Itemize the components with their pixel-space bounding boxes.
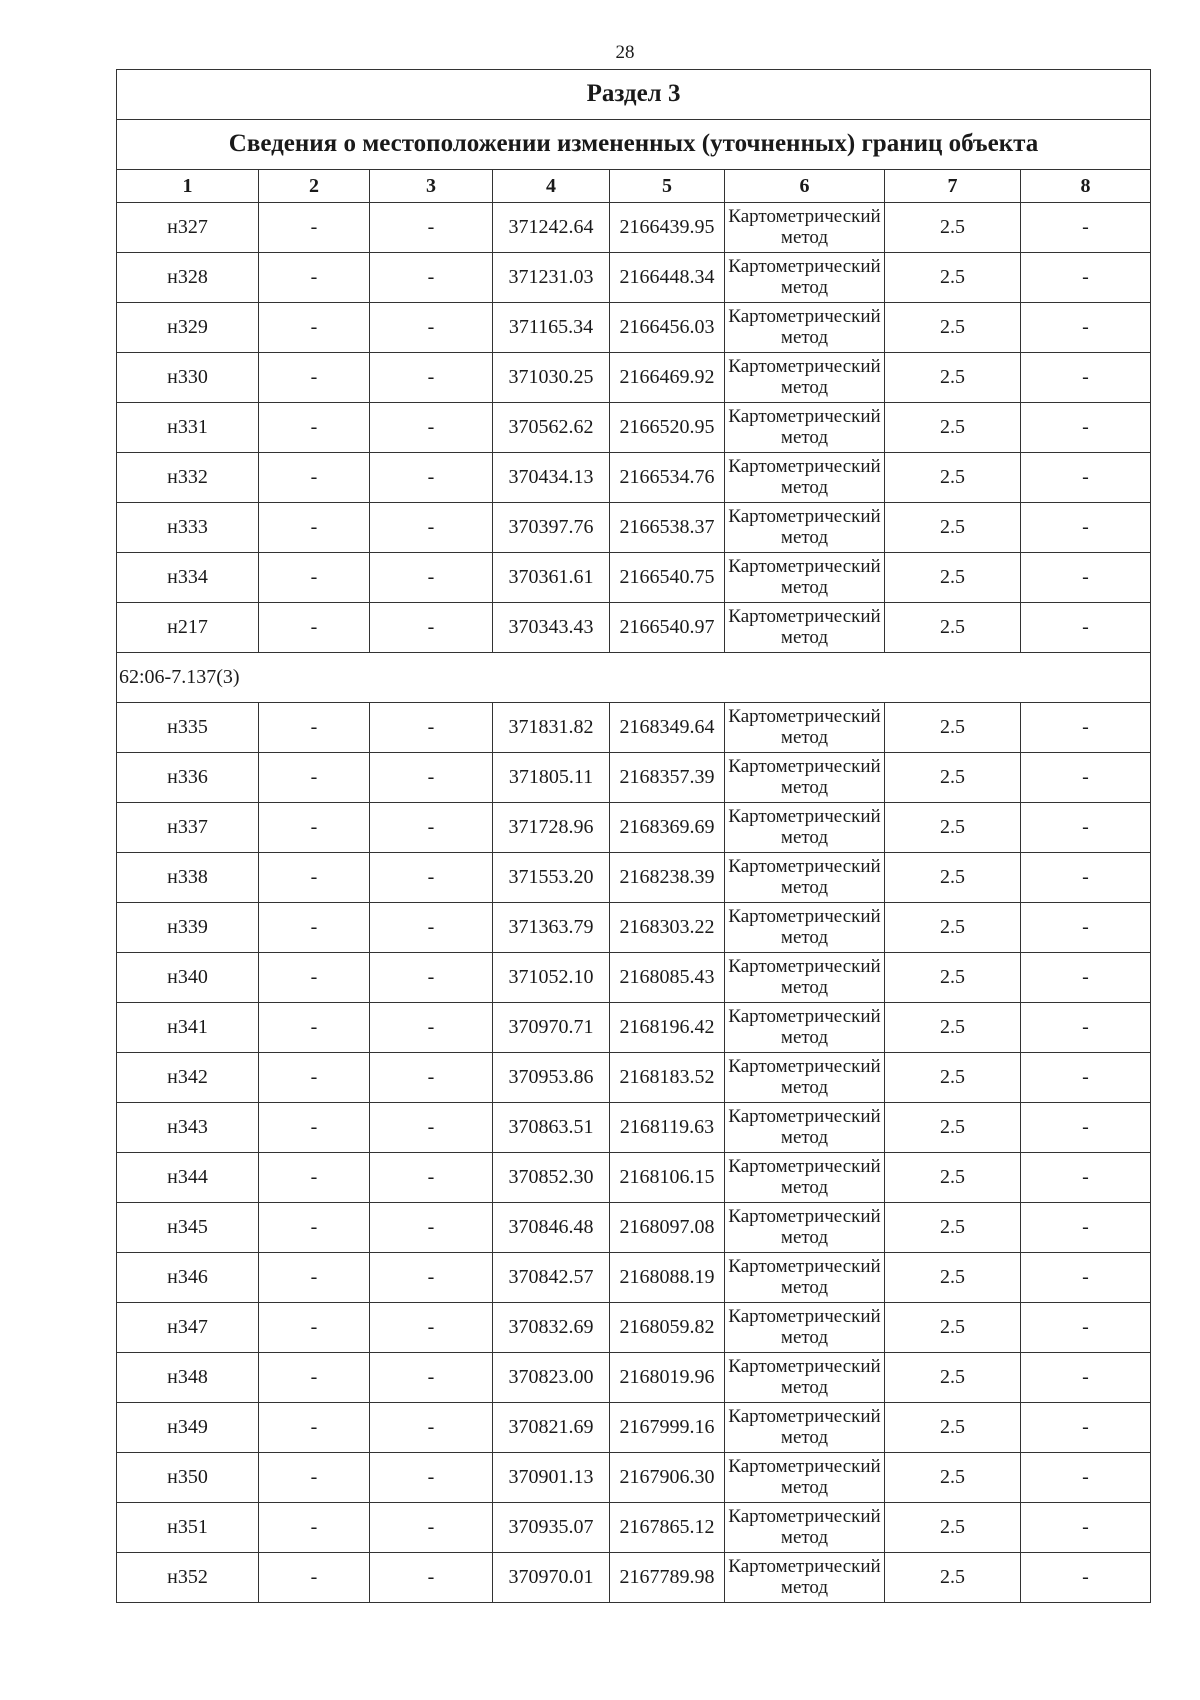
table-row: [117, 253, 1151, 303]
table-row: [117, 803, 1151, 853]
method-cell: Картометрический метод: [725, 1203, 885, 1253]
accuracy-cell: 2.5: [885, 603, 1021, 653]
x-coordinate-cell: 370901.13: [493, 1453, 610, 1503]
column-3-cell: -: [370, 1203, 493, 1253]
x-coordinate-cell: 370953.86: [493, 1053, 610, 1103]
y-coordinate-cell: 2168183.52: [610, 1053, 725, 1103]
point-number-cell: н352: [117, 1553, 259, 1603]
column-number: 5: [610, 170, 725, 203]
table-row: [117, 1053, 1151, 1103]
point-number-cell: н330: [117, 353, 259, 403]
x-coordinate-cell: 370397.76: [493, 503, 610, 553]
table-row: [117, 703, 1151, 753]
y-coordinate-cell: 2166540.75: [610, 553, 725, 603]
table-row: [117, 1303, 1151, 1353]
column-8-cell: -: [1021, 453, 1151, 503]
method-cell: Картометрический метод: [725, 1553, 885, 1603]
x-coordinate-cell: 370970.71: [493, 1003, 610, 1053]
x-coordinate-cell: 370832.69: [493, 1303, 610, 1353]
column-3-cell: -: [370, 303, 493, 353]
table-row: [117, 903, 1151, 953]
y-coordinate-cell: 2166456.03: [610, 303, 725, 353]
table-row: [117, 603, 1151, 653]
table-title-row: [117, 120, 1151, 170]
column-number: 4: [493, 170, 610, 203]
x-coordinate-cell: 370970.01: [493, 1553, 610, 1603]
accuracy-cell: 2.5: [885, 1553, 1021, 1603]
method-cell: Картометрический метод: [725, 1003, 885, 1053]
table-row: [117, 1453, 1151, 1503]
point-number-cell: н339: [117, 903, 259, 953]
table-row: [117, 553, 1151, 603]
table-row: [117, 1003, 1151, 1053]
column-number: 6: [725, 170, 885, 203]
column-8-cell: -: [1021, 853, 1151, 903]
accuracy-cell: 2.5: [885, 1403, 1021, 1453]
column-2-cell: -: [259, 403, 370, 453]
table-row: [117, 1503, 1151, 1553]
method-cell: Картометрический метод: [725, 1503, 885, 1553]
x-coordinate-cell: 370823.00: [493, 1353, 610, 1403]
point-number-cell: н331: [117, 403, 259, 453]
method-cell: Картометрический метод: [725, 1253, 885, 1303]
table-body: [117, 70, 1151, 1603]
column-3-cell: -: [370, 253, 493, 303]
point-number-cell: н345: [117, 1203, 259, 1253]
column-8-cell: -: [1021, 1203, 1151, 1253]
column-8-cell: -: [1021, 953, 1151, 1003]
table-row: [117, 1103, 1151, 1153]
point-number-cell: н328: [117, 253, 259, 303]
accuracy-cell: 2.5: [885, 1253, 1021, 1303]
column-2-cell: -: [259, 553, 370, 603]
x-coordinate-cell: 370343.43: [493, 603, 610, 653]
section-title-row: [117, 70, 1151, 120]
x-coordinate-cell: 370361.61: [493, 553, 610, 603]
column-2-cell: -: [259, 353, 370, 403]
accuracy-cell: 2.5: [885, 453, 1021, 503]
y-coordinate-cell: 2168369.69: [610, 803, 725, 853]
column-8-cell: -: [1021, 1353, 1151, 1403]
point-number-cell: н346: [117, 1253, 259, 1303]
column-8-cell: -: [1021, 903, 1151, 953]
column-8-cell: -: [1021, 303, 1151, 353]
column-3-cell: -: [370, 603, 493, 653]
x-coordinate-cell: 370821.69: [493, 1403, 610, 1453]
column-2-cell: -: [259, 1553, 370, 1603]
accuracy-cell: 2.5: [885, 1053, 1021, 1103]
method-cell: Картометрический метод: [725, 203, 885, 253]
method-cell: Картометрический метод: [725, 403, 885, 453]
boundary-coordinates-table: [116, 69, 1151, 1603]
x-coordinate-cell: 371805.11: [493, 753, 610, 803]
point-number-cell: н335: [117, 703, 259, 753]
point-number-cell: н350: [117, 1453, 259, 1503]
accuracy-cell: 2.5: [885, 1303, 1021, 1353]
group-header-row: [117, 653, 1151, 703]
accuracy-cell: 2.5: [885, 853, 1021, 903]
column-number: 1: [117, 170, 259, 203]
column-8-cell: -: [1021, 1303, 1151, 1353]
y-coordinate-cell: 2167906.30: [610, 1453, 725, 1503]
y-coordinate-cell: 2166520.95: [610, 403, 725, 453]
table-row: [117, 1203, 1151, 1253]
column-8-cell: -: [1021, 1503, 1151, 1553]
column-8-cell: -: [1021, 203, 1151, 253]
column-3-cell: -: [370, 1253, 493, 1303]
y-coordinate-cell: 2168357.39: [610, 753, 725, 803]
section-title: Раздел 3: [117, 70, 1151, 120]
column-3-cell: -: [370, 1003, 493, 1053]
column-2-cell: -: [259, 1453, 370, 1503]
x-coordinate-cell: 370842.57: [493, 1253, 610, 1303]
accuracy-cell: 2.5: [885, 903, 1021, 953]
table-row: [117, 853, 1151, 903]
x-coordinate-cell: 371728.96: [493, 803, 610, 853]
table-row: [117, 1253, 1151, 1303]
method-cell: Картометрический метод: [725, 453, 885, 503]
method-cell: Картометрический метод: [725, 303, 885, 353]
table-row: [117, 453, 1151, 503]
column-8-cell: -: [1021, 1453, 1151, 1503]
page-number: 28: [615, 42, 635, 63]
y-coordinate-cell: 2166439.95: [610, 203, 725, 253]
point-number-cell: н347: [117, 1303, 259, 1353]
y-coordinate-cell: 2168059.82: [610, 1303, 725, 1353]
column-3-cell: -: [370, 203, 493, 253]
point-number-cell: н341: [117, 1003, 259, 1053]
column-2-cell: -: [259, 503, 370, 553]
method-cell: Картометрический метод: [725, 1153, 885, 1203]
method-cell: Картометрический метод: [725, 753, 885, 803]
column-3-cell: -: [370, 553, 493, 603]
x-coordinate-cell: 370846.48: [493, 1203, 610, 1253]
point-number-cell: н337: [117, 803, 259, 853]
method-cell: Картометрический метод: [725, 1403, 885, 1453]
column-number: 3: [370, 170, 493, 203]
column-number: 7: [885, 170, 1021, 203]
table-row: [117, 203, 1151, 253]
point-number-cell: н340: [117, 953, 259, 1003]
accuracy-cell: 2.5: [885, 703, 1021, 753]
column-8-cell: -: [1021, 603, 1151, 653]
accuracy-cell: 2.5: [885, 503, 1021, 553]
point-number-cell: н336: [117, 753, 259, 803]
column-8-cell: -: [1021, 753, 1151, 803]
group-label: 62:06-7.137(3): [117, 653, 1151, 703]
point-number-cell: н333: [117, 503, 259, 553]
table-row: [117, 1353, 1151, 1403]
accuracy-cell: 2.5: [885, 1103, 1021, 1153]
table-row: [117, 353, 1151, 403]
column-2-cell: -: [259, 853, 370, 903]
method-cell: Картометрический метод: [725, 1453, 885, 1503]
table-row: [117, 1153, 1151, 1203]
point-number-cell: н329: [117, 303, 259, 353]
column-8-cell: -: [1021, 553, 1151, 603]
column-3-cell: -: [370, 1153, 493, 1203]
y-coordinate-cell: 2166534.76: [610, 453, 725, 503]
point-number-cell: н338: [117, 853, 259, 903]
accuracy-cell: 2.5: [885, 203, 1021, 253]
column-number-row: [117, 170, 1151, 203]
column-2-cell: -: [259, 603, 370, 653]
column-2-cell: -: [259, 453, 370, 503]
x-coordinate-cell: 371231.03: [493, 253, 610, 303]
method-cell: Картометрический метод: [725, 1053, 885, 1103]
y-coordinate-cell: 2168106.15: [610, 1153, 725, 1203]
column-8-cell: -: [1021, 1053, 1151, 1103]
y-coordinate-cell: 2168303.22: [610, 903, 725, 953]
accuracy-cell: 2.5: [885, 1353, 1021, 1403]
x-coordinate-cell: 371363.79: [493, 903, 610, 953]
column-3-cell: -: [370, 953, 493, 1003]
column-2-cell: -: [259, 803, 370, 853]
column-2-cell: -: [259, 953, 370, 1003]
column-2-cell: -: [259, 253, 370, 303]
column-2-cell: -: [259, 1203, 370, 1253]
y-coordinate-cell: 2168085.43: [610, 953, 725, 1003]
y-coordinate-cell: 2166469.92: [610, 353, 725, 403]
accuracy-cell: 2.5: [885, 403, 1021, 453]
column-2-cell: -: [259, 1003, 370, 1053]
accuracy-cell: 2.5: [885, 1003, 1021, 1053]
column-8-cell: -: [1021, 1403, 1151, 1453]
point-number-cell: н344: [117, 1153, 259, 1203]
y-coordinate-cell: 2168019.96: [610, 1353, 725, 1403]
x-coordinate-cell: 371030.25: [493, 353, 610, 403]
y-coordinate-cell: 2166448.34: [610, 253, 725, 303]
x-coordinate-cell: 371052.10: [493, 953, 610, 1003]
column-3-cell: -: [370, 803, 493, 853]
method-cell: Картометрический метод: [725, 853, 885, 903]
table-title: Сведения о местоположении измененных (уточненных) границ объекта: [117, 120, 1151, 170]
method-cell: Картометрический метод: [725, 553, 885, 603]
accuracy-cell: 2.5: [885, 1153, 1021, 1203]
table-row: [117, 303, 1151, 353]
y-coordinate-cell: 2168088.19: [610, 1253, 725, 1303]
column-2-cell: -: [259, 1303, 370, 1353]
method-cell: Картометрический метод: [725, 603, 885, 653]
accuracy-cell: 2.5: [885, 1503, 1021, 1553]
point-number-cell: н334: [117, 553, 259, 603]
column-3-cell: -: [370, 1553, 493, 1603]
y-coordinate-cell: 2166538.37: [610, 503, 725, 553]
y-coordinate-cell: 2168238.39: [610, 853, 725, 903]
column-8-cell: -: [1021, 1153, 1151, 1203]
column-3-cell: -: [370, 753, 493, 803]
column-2-cell: -: [259, 1053, 370, 1103]
table-row: [117, 953, 1151, 1003]
point-number-cell: н332: [117, 453, 259, 503]
method-cell: Картометрический метод: [725, 703, 885, 753]
method-cell: Картометрический метод: [725, 353, 885, 403]
x-coordinate-cell: 371831.82: [493, 703, 610, 753]
column-2-cell: -: [259, 703, 370, 753]
point-number-cell: н348: [117, 1353, 259, 1403]
column-3-cell: -: [370, 1403, 493, 1453]
y-coordinate-cell: 2167865.12: [610, 1503, 725, 1553]
method-cell: Картометрический метод: [725, 1353, 885, 1403]
x-coordinate-cell: 371553.20: [493, 853, 610, 903]
point-number-cell: н351: [117, 1503, 259, 1553]
table-row: [117, 1553, 1151, 1603]
column-3-cell: -: [370, 453, 493, 503]
accuracy-cell: 2.5: [885, 353, 1021, 403]
method-cell: Картометрический метод: [725, 503, 885, 553]
column-3-cell: -: [370, 1453, 493, 1503]
column-8-cell: -: [1021, 1553, 1151, 1603]
column-8-cell: -: [1021, 1103, 1151, 1153]
accuracy-cell: 2.5: [885, 953, 1021, 1003]
accuracy-cell: 2.5: [885, 253, 1021, 303]
column-3-cell: -: [370, 1353, 493, 1403]
column-3-cell: -: [370, 353, 493, 403]
column-3-cell: -: [370, 403, 493, 453]
y-coordinate-cell: 2168196.42: [610, 1003, 725, 1053]
y-coordinate-cell: 2167789.98: [610, 1553, 725, 1603]
method-cell: Картометрический метод: [725, 953, 885, 1003]
y-coordinate-cell: 2168097.08: [610, 1203, 725, 1253]
accuracy-cell: 2.5: [885, 1453, 1021, 1503]
method-cell: Картометрический метод: [725, 1303, 885, 1353]
column-8-cell: -: [1021, 403, 1151, 453]
column-3-cell: -: [370, 903, 493, 953]
method-cell: Картометрический метод: [725, 253, 885, 303]
column-8-cell: -: [1021, 353, 1151, 403]
column-2-cell: -: [259, 1353, 370, 1403]
column-2-cell: -: [259, 1403, 370, 1453]
accuracy-cell: 2.5: [885, 553, 1021, 603]
accuracy-cell: 2.5: [885, 303, 1021, 353]
column-3-cell: -: [370, 503, 493, 553]
method-cell: Картометрический метод: [725, 903, 885, 953]
point-number-cell: н217: [117, 603, 259, 653]
y-coordinate-cell: 2166540.97: [610, 603, 725, 653]
column-3-cell: -: [370, 853, 493, 903]
y-coordinate-cell: 2168349.64: [610, 703, 725, 753]
column-3-cell: -: [370, 1103, 493, 1153]
column-number: 8: [1021, 170, 1151, 203]
column-3-cell: -: [370, 703, 493, 753]
column-2-cell: -: [259, 203, 370, 253]
column-8-cell: -: [1021, 503, 1151, 553]
column-3-cell: -: [370, 1503, 493, 1553]
method-cell: Картометрический метод: [725, 1103, 885, 1153]
table-row: [117, 403, 1151, 453]
table-row: [117, 1403, 1151, 1453]
column-3-cell: -: [370, 1053, 493, 1103]
column-8-cell: -: [1021, 1253, 1151, 1303]
table-row: [117, 753, 1151, 803]
method-cell: Картометрический метод: [725, 803, 885, 853]
y-coordinate-cell: 2168119.63: [610, 1103, 725, 1153]
table-row: [117, 503, 1151, 553]
point-number-cell: н342: [117, 1053, 259, 1103]
column-8-cell: -: [1021, 703, 1151, 753]
x-coordinate-cell: 370863.51: [493, 1103, 610, 1153]
column-8-cell: -: [1021, 1003, 1151, 1053]
point-number-cell: н343: [117, 1103, 259, 1153]
column-number: 2: [259, 170, 370, 203]
x-coordinate-cell: 370562.62: [493, 403, 610, 453]
column-2-cell: -: [259, 1503, 370, 1553]
column-2-cell: -: [259, 1103, 370, 1153]
column-8-cell: -: [1021, 253, 1151, 303]
y-coordinate-cell: 2167999.16: [610, 1403, 725, 1453]
column-2-cell: -: [259, 303, 370, 353]
column-2-cell: -: [259, 753, 370, 803]
accuracy-cell: 2.5: [885, 1203, 1021, 1253]
column-3-cell: -: [370, 1303, 493, 1353]
x-coordinate-cell: 371165.34: [493, 303, 610, 353]
x-coordinate-cell: 371242.64: [493, 203, 610, 253]
column-2-cell: -: [259, 903, 370, 953]
accuracy-cell: 2.5: [885, 803, 1021, 853]
point-number-cell: н349: [117, 1403, 259, 1453]
column-8-cell: -: [1021, 803, 1151, 853]
column-2-cell: -: [259, 1253, 370, 1303]
x-coordinate-cell: 370852.30: [493, 1153, 610, 1203]
column-2-cell: -: [259, 1153, 370, 1203]
x-coordinate-cell: 370935.07: [493, 1503, 610, 1553]
x-coordinate-cell: 370434.13: [493, 453, 610, 503]
accuracy-cell: 2.5: [885, 753, 1021, 803]
point-number-cell: н327: [117, 203, 259, 253]
